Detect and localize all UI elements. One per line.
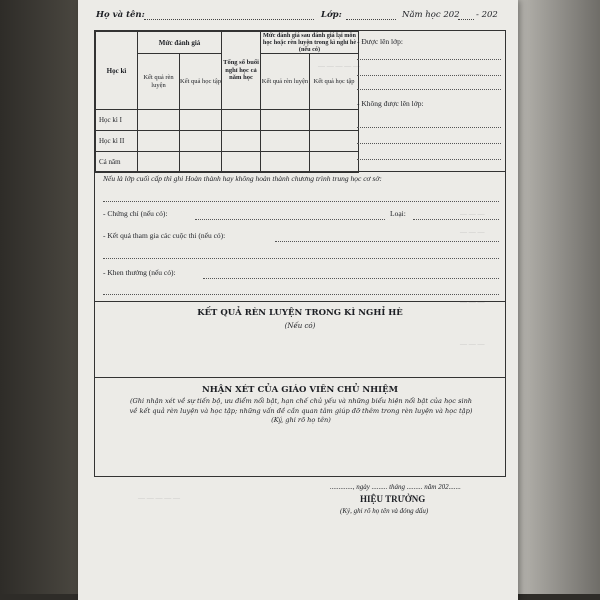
- bleed-through: — — —: [460, 228, 485, 236]
- cell[interactable]: [261, 110, 310, 131]
- summer-training-title: KẾT QUẢ RÈN LUYỆN TRONG KÌ NGHỈ HÈ: [197, 308, 403, 318]
- row-term-2: Học kì II: [96, 131, 138, 152]
- summer-training-subtitle: (Nếu có): [284, 322, 316, 330]
- student-header: [96, 10, 506, 24]
- teacher-sign-note: (Ký, ghi rõ họ tên): [271, 416, 331, 424]
- cell[interactable]: [310, 152, 359, 173]
- certificate-label: - Chứng chỉ (nếu có):: [103, 209, 168, 218]
- school-year-end-label: - 202: [476, 10, 498, 20]
- re-study-result-header: Kết quả học tập: [310, 54, 359, 110]
- re-evaluation-header: Mức đánh giá sau đánh giá lại môn học hoặc rèn luyện trong kì nghỉ hè (nếu có): [261, 32, 359, 54]
- name-label: Họ và tên:: [96, 10, 145, 20]
- divider: [95, 476, 505, 477]
- competition-field[interactable]: [275, 240, 499, 242]
- report-frame: [94, 30, 506, 477]
- conduct-result-header: Kết quả rèn luyện: [138, 54, 180, 110]
- cell[interactable]: [310, 110, 359, 131]
- term-header: Học kì: [96, 32, 138, 110]
- graduation-note: Nếu là lớp cuối cấp thì ghi Hoàn thành hay không hoàn thành chương trình trung học cơ sở:: [103, 174, 382, 183]
- cell[interactable]: [261, 152, 310, 173]
- graduation-line[interactable]: [103, 200, 499, 202]
- divider: [95, 377, 505, 378]
- cell[interactable]: [138, 110, 180, 131]
- certificate-field[interactable]: [195, 218, 385, 220]
- teacher-comment-instructions: [103, 397, 499, 426]
- table-row: [96, 110, 359, 131]
- absent-days-header: Tổng số buổi nghỉ học cả năm học: [222, 32, 261, 110]
- table-row: [96, 131, 359, 152]
- not-promoted-line[interactable]: [357, 143, 501, 144]
- class-label: Lớp:: [321, 10, 342, 20]
- report-card-page: [78, 0, 518, 600]
- promoted-line[interactable]: [357, 89, 501, 90]
- cell[interactable]: [222, 131, 261, 152]
- competition-line[interactable]: [103, 257, 499, 259]
- cell[interactable]: [222, 152, 261, 173]
- instruction-line-2: về kết quả rèn luyện và học tập; những vấn đề cần quan tâm giúp đỡ thêm trong rèn luyện và học tập): [129, 406, 473, 415]
- principal-title: HIỆU TRƯỞNG: [360, 494, 426, 504]
- bleed-through: — — — — —: [318, 62, 360, 70]
- class-field[interactable]: [346, 10, 396, 20]
- promoted-line[interactable]: [357, 75, 501, 76]
- cell[interactable]: [222, 110, 261, 131]
- cell[interactable]: [180, 152, 222, 173]
- divider: [95, 301, 505, 302]
- promoted-label: - Được lên lớp:: [357, 37, 403, 46]
- cell[interactable]: [138, 152, 180, 173]
- promoted-line[interactable]: [357, 59, 501, 60]
- cell[interactable]: [310, 131, 359, 152]
- school-year-label: Năm học 202: [402, 10, 460, 20]
- row-full-year: Cả năm: [96, 152, 138, 173]
- instruction-line-1: (Ghi nhận xét về sự tiến bộ, ưu điểm nổi bật, hạn chế chủ yếu và những biểu hiện nổi bật của học sinh: [129, 397, 473, 405]
- not-promoted-line[interactable]: [357, 159, 501, 160]
- cell[interactable]: [138, 131, 180, 152]
- table-row: [96, 152, 359, 173]
- certificate-type-label: Loại:: [390, 209, 406, 218]
- re-conduct-result-header: Kết quả rèn luyện: [261, 54, 310, 110]
- awards-field[interactable]: [203, 277, 499, 279]
- bleed-through: — — —: [458, 70, 483, 78]
- not-promoted-line[interactable]: [357, 127, 501, 128]
- cell[interactable]: [261, 131, 310, 152]
- principal-date-line[interactable]: ............., ngày ......... tháng ......... năm 202.......: [330, 483, 461, 491]
- bleed-through: — — —: [460, 210, 485, 218]
- background-right-page: [514, 0, 600, 600]
- cell[interactable]: [180, 110, 222, 131]
- school-year-start-field[interactable]: [458, 10, 474, 20]
- not-promoted-label: - Không được lên lớp:: [357, 99, 424, 108]
- certificate-type-field[interactable]: [413, 218, 499, 220]
- name-field[interactable]: [144, 10, 314, 20]
- study-result-header: Kết quả học tập: [180, 54, 222, 110]
- teacher-comment-title: NHẬN XÉT CỦA GIÁO VIÊN CHỦ NHIỆM: [201, 385, 399, 395]
- divider: [95, 171, 505, 172]
- competition-label: - Kết quả tham gia các cuộc thi (nếu có):: [103, 231, 226, 240]
- awards-line[interactable]: [103, 293, 499, 295]
- grade-table: [95, 31, 359, 173]
- cell[interactable]: [180, 131, 222, 152]
- principal-sign-note: (Ký, ghi rõ họ tên và đóng dấu): [340, 507, 429, 515]
- awards-label: - Khen thưởng (nếu có):: [103, 268, 176, 277]
- evaluation-header: Mức đánh giá: [138, 32, 222, 54]
- bleed-through: — — —: [460, 298, 485, 306]
- bleed-through: — — —: [460, 340, 485, 348]
- row-term-1: Học kì I: [96, 110, 138, 131]
- background-left: [0, 0, 78, 600]
- bleed-through: — — — — —: [138, 494, 180, 502]
